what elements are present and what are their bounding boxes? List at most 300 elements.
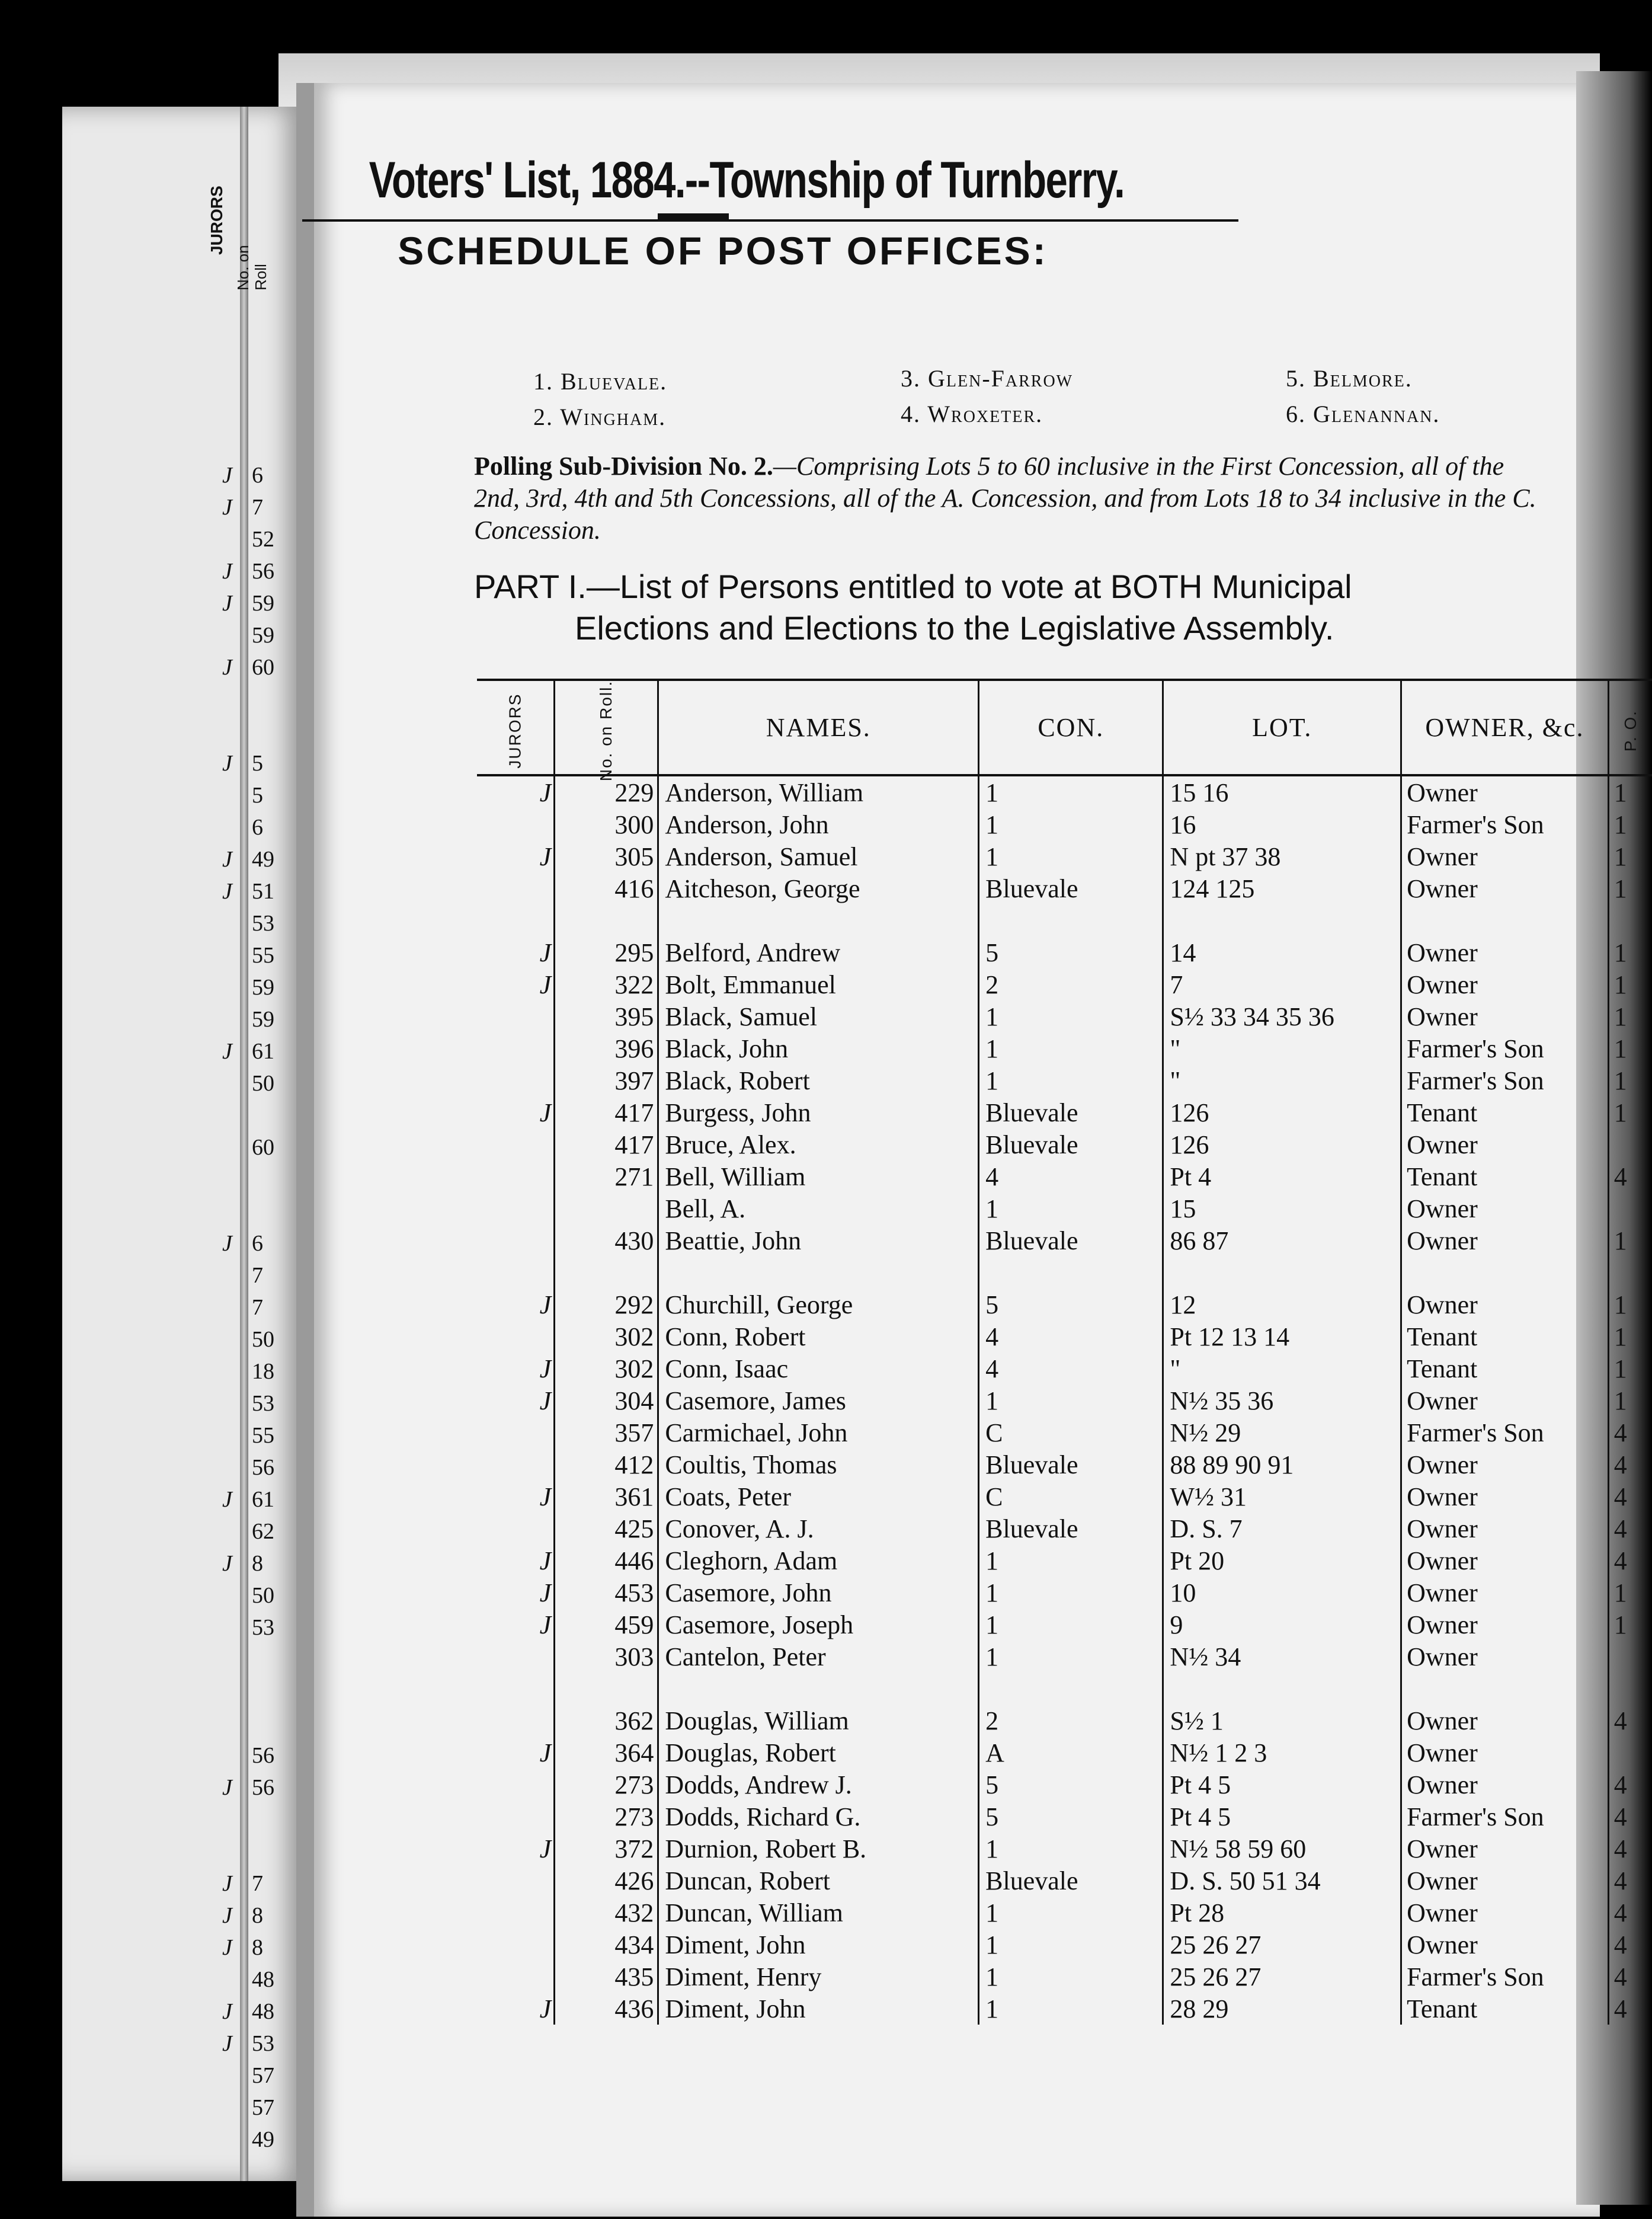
juror-mark: J xyxy=(539,1482,552,1511)
facing-page-row xyxy=(62,974,274,1006)
post-office: 4 xyxy=(1608,1833,1652,1865)
owner-status: Owner xyxy=(1401,872,1609,904)
facing-roll-number: 60 xyxy=(252,1135,274,1160)
owner-status: Owner xyxy=(1401,1737,1609,1769)
roll-number: 453 xyxy=(555,1577,658,1609)
voter-name xyxy=(658,1256,979,1288)
lot: N½ 35 36 xyxy=(1163,1385,1401,1417)
juror-mark xyxy=(477,1769,555,1801)
juror-mark: J xyxy=(539,1546,552,1575)
facing-roll-number: 8 xyxy=(252,1903,263,1928)
facing-roll-number: 56 xyxy=(252,1775,274,1800)
roll-number: 417 xyxy=(555,1128,658,1160)
voter-name xyxy=(658,1673,979,1705)
schedule-heading: SCHEDULE OF POST OFFICES: xyxy=(398,229,1048,273)
lot: N pt 37 38 xyxy=(1163,840,1401,872)
table-row xyxy=(477,1641,1652,1673)
facing-page-row xyxy=(62,814,263,846)
roll-number: 362 xyxy=(555,1705,658,1737)
concession: 1 xyxy=(979,775,1163,808)
concession xyxy=(979,1673,1163,1705)
facing-juror-mark: J xyxy=(222,591,232,616)
lot: 9 xyxy=(1163,1609,1401,1641)
roll-number: 322 xyxy=(555,968,658,1000)
facing-page-row xyxy=(62,2127,274,2159)
voter-name: Bell, William xyxy=(658,1160,979,1192)
table-row xyxy=(477,1929,1652,1961)
roll-number: 229 xyxy=(555,775,658,808)
table-row xyxy=(477,1064,1652,1096)
concession xyxy=(979,1256,1163,1288)
post-office: 4 xyxy=(1608,1513,1652,1545)
owner-status: Owner xyxy=(1401,1577,1609,1609)
owner-status: Tenant xyxy=(1401,1993,1609,2025)
post-office: 1 xyxy=(1608,775,1652,808)
facing-page-row xyxy=(62,590,274,622)
lot xyxy=(1163,1673,1401,1705)
facing-roll-number: 18 xyxy=(252,1359,274,1384)
facing-page-row xyxy=(62,846,274,878)
table-row xyxy=(477,1032,1652,1064)
juror-mark xyxy=(477,1256,555,1288)
polling-description: —Comprising Lots 5 to 60 inclusive in the First Concession, all of the 2nd, 3rd, 4th and 5th Concessions, all of the A. Concession, and from Lots 18 to 34 inclusive in the C. Concession. xyxy=(474,452,1536,545)
voter-name: Cleghorn, Adam xyxy=(658,1545,979,1577)
voter-name: Black, Samuel xyxy=(658,1000,979,1032)
roll-number: 430 xyxy=(555,1224,658,1256)
owner-status: Owner xyxy=(1401,1385,1609,1417)
owner-status: Owner xyxy=(1401,1192,1609,1224)
concession: Bluevale xyxy=(979,1128,1163,1160)
facing-juror-mark: J xyxy=(222,1903,232,1928)
voter-name: Diment, John xyxy=(658,1993,979,2025)
voter-name: Carmichael, John xyxy=(658,1417,979,1449)
roll-number: 303 xyxy=(555,1641,658,1673)
lot: Pt 28 xyxy=(1163,1897,1401,1929)
post-office xyxy=(1608,1256,1652,1288)
facing-roll-number: 53 xyxy=(252,2031,274,2056)
facing-page-row xyxy=(62,1742,274,1774)
juror-mark xyxy=(477,1160,555,1192)
juror-mark xyxy=(477,1449,555,1481)
roll-number: 395 xyxy=(555,1000,658,1032)
juror-mark: J xyxy=(539,1578,552,1607)
facing-roll-number: 5 xyxy=(252,751,263,776)
facing-juror-mark: J xyxy=(222,559,232,584)
owner-status: Owner xyxy=(1401,1865,1609,1897)
concession: 4 xyxy=(979,1160,1163,1192)
lot: 15 16 xyxy=(1163,775,1401,808)
owner-status: Owner xyxy=(1401,1481,1609,1513)
voter-name: Belford, Andrew xyxy=(658,936,979,968)
concession xyxy=(979,904,1163,936)
facing-page-row xyxy=(62,1262,263,1294)
post-office: 1 xyxy=(1608,1064,1652,1096)
facing-roll-number: 56 xyxy=(252,1455,274,1480)
roll-number: 292 xyxy=(555,1288,658,1320)
roll-number: 364 xyxy=(555,1737,658,1769)
table-row xyxy=(477,1288,1652,1320)
post-office: 1 xyxy=(1608,968,1652,1000)
facing-juror-mark: J xyxy=(222,2031,232,2056)
lot: Pt 4 xyxy=(1163,1160,1401,1192)
concession: A xyxy=(979,1737,1163,1769)
owner-status: Owner xyxy=(1401,1769,1609,1801)
post-office: 1 xyxy=(1608,1352,1652,1385)
col-lot: LOT. xyxy=(1163,680,1401,775)
facing-page-row xyxy=(62,1070,274,1102)
post-office-4: 4. Wroxeter. xyxy=(901,401,1043,427)
facing-roll-number: 6 xyxy=(252,1231,263,1256)
lot: 25 26 27 xyxy=(1163,1929,1401,1961)
post-office: 1 xyxy=(1608,1032,1652,1064)
roll-number xyxy=(555,1256,658,1288)
concession: 1 xyxy=(979,1385,1163,1417)
juror-mark xyxy=(477,1000,555,1032)
table-row xyxy=(477,775,1652,808)
col-no-on-roll: No. on Roll. xyxy=(555,680,658,775)
facing-page-row xyxy=(62,558,274,590)
concession: 5 xyxy=(979,1769,1163,1801)
voter-name: Churchill, George xyxy=(658,1288,979,1320)
voter-name: Casemore, Joseph xyxy=(658,1609,979,1641)
facing-page-row xyxy=(62,1582,274,1614)
juror-mark: J xyxy=(539,1994,552,2023)
facing-roll-number: 53 xyxy=(252,1615,274,1640)
post-office: 1 xyxy=(1608,936,1652,968)
owner-status: Tenant xyxy=(1401,1320,1609,1352)
post-office: 4 xyxy=(1608,1929,1652,1961)
facing-roll-number: 7 xyxy=(252,1263,263,1288)
voter-name xyxy=(658,904,979,936)
facing-page-row xyxy=(62,1774,274,1806)
roll-number: 304 xyxy=(555,1385,658,1417)
post-office: 4 xyxy=(1608,1160,1652,1192)
owner-status: Owner xyxy=(1401,1128,1609,1160)
owner-status: Farmer's Son xyxy=(1401,1417,1609,1449)
concession: 1 xyxy=(979,808,1163,840)
lot: 14 xyxy=(1163,936,1401,968)
post-office: 1 xyxy=(1608,808,1652,840)
table-row xyxy=(477,1545,1652,1577)
facing-page-row xyxy=(62,1102,240,1134)
concession: 1 xyxy=(979,1545,1163,1577)
concession: 1 xyxy=(979,1064,1163,1096)
facing-page-row xyxy=(62,1550,263,1582)
lot: N½ 58 59 60 xyxy=(1163,1833,1401,1865)
post-office-2: 2. Wingham. xyxy=(533,404,667,430)
facing-roll-number: 59 xyxy=(252,591,274,616)
lot: 124 125 xyxy=(1163,872,1401,904)
lot: S½ 1 xyxy=(1163,1705,1401,1737)
lot: 88 89 90 91 xyxy=(1163,1449,1401,1481)
post-office xyxy=(1608,1673,1652,1705)
col-con: CON. xyxy=(979,680,1163,775)
concession: Bluevale xyxy=(979,1224,1163,1256)
facing-roll-number: 50 xyxy=(252,1327,274,1352)
facing-page-row xyxy=(62,1614,274,1646)
table-row xyxy=(477,1385,1652,1417)
facing-roll-number: 48 xyxy=(252,1967,274,1992)
voter-name: Anderson, Samuel xyxy=(658,840,979,872)
lot: 126 xyxy=(1163,1128,1401,1160)
facing-juror-mark: J xyxy=(222,1551,232,1576)
concession: 1 xyxy=(979,840,1163,872)
roll-number: 432 xyxy=(555,1897,658,1929)
juror-mark xyxy=(477,1224,555,1256)
concession: Bluevale xyxy=(979,1449,1163,1481)
facing-page-row xyxy=(62,1678,240,1710)
owner-status: Owner xyxy=(1401,1449,1609,1481)
post-office: 1 xyxy=(1608,1320,1652,1352)
juror-mark xyxy=(477,1961,555,1993)
juror-mark xyxy=(477,1128,555,1160)
juror-mark: J xyxy=(539,938,552,967)
concession: 1 xyxy=(979,1641,1163,1673)
lot: " xyxy=(1163,1064,1401,1096)
voter-name: Bell, A. xyxy=(658,1192,979,1224)
voter-name: Bolt, Emmanuel xyxy=(658,968,979,1000)
post-office: 4 xyxy=(1608,1961,1652,1993)
owner-status: Owner xyxy=(1401,1833,1609,1865)
table-gap-row xyxy=(477,1673,1652,1705)
facing-page-row xyxy=(62,1422,274,1454)
roll-number: 305 xyxy=(555,840,658,872)
facing-roll-number: 59 xyxy=(252,623,274,648)
post-office: 1 xyxy=(1608,1609,1652,1641)
owner-status: Tenant xyxy=(1401,1160,1609,1192)
post-office-6: 6. Glenannan. xyxy=(1286,401,1440,427)
facing-roll-number: 55 xyxy=(252,1423,274,1448)
voter-name: Durnion, Robert B. xyxy=(658,1833,979,1865)
juror-mark: J xyxy=(539,1834,552,1863)
facing-page-row xyxy=(62,750,263,782)
roll-number: 426 xyxy=(555,1865,658,1897)
facing-page-row xyxy=(62,462,263,494)
facing-juror-mark: J xyxy=(222,1999,232,2024)
owner-status: Owner xyxy=(1401,1513,1609,1545)
table-row xyxy=(477,1769,1652,1801)
table-gap-row xyxy=(477,1256,1652,1288)
voter-name: Cantelon, Peter xyxy=(658,1641,979,1673)
lot: 86 87 xyxy=(1163,1224,1401,1256)
voter-name: Duncan, William xyxy=(658,1897,979,1929)
table-row xyxy=(477,1865,1652,1897)
concession: 4 xyxy=(979,1320,1163,1352)
concession: 1 xyxy=(979,1929,1163,1961)
voter-name: Bruce, Alex. xyxy=(658,1128,979,1160)
facing-roll-number: 52 xyxy=(252,527,274,552)
table-row xyxy=(477,1513,1652,1545)
post-office: 4 xyxy=(1608,1449,1652,1481)
voter-name: Casemore, John xyxy=(658,1577,979,1609)
juror-mark xyxy=(477,1929,555,1961)
post-office xyxy=(1608,1641,1652,1673)
concession: 1 xyxy=(979,1833,1163,1865)
facing-page-row xyxy=(62,782,263,814)
post-office: 4 xyxy=(1608,1801,1652,1833)
roll-number: 302 xyxy=(555,1352,658,1385)
owner-status: Owner xyxy=(1401,1641,1609,1673)
owner-status: Owner xyxy=(1401,1929,1609,1961)
voter-name: Douglas, William xyxy=(658,1705,979,1737)
page-title: Voters' List, 1884.--Township of Turnberry. xyxy=(369,152,1125,209)
juror-mark xyxy=(477,808,555,840)
post-office xyxy=(1608,904,1652,936)
concession: C xyxy=(979,1417,1163,1449)
facing-roll-number: 62 xyxy=(252,1519,274,1544)
post-office: 4 xyxy=(1608,1417,1652,1449)
title-rule xyxy=(302,219,1238,222)
lot: 126 xyxy=(1163,1096,1401,1128)
roll-number xyxy=(555,1192,658,1224)
facing-page-row xyxy=(62,1518,274,1550)
roll-number: 436 xyxy=(555,1993,658,2025)
roll-number: 273 xyxy=(555,1769,658,1801)
facing-roll-number: 6 xyxy=(252,463,263,488)
voter-name: Dodds, Richard G. xyxy=(658,1801,979,1833)
table-row xyxy=(477,1128,1652,1160)
facing-page-row xyxy=(62,878,274,910)
roll-number: 397 xyxy=(555,1064,658,1096)
concession: 1 xyxy=(979,1000,1163,1032)
facing-page-row xyxy=(62,718,240,750)
table-row xyxy=(477,968,1652,1000)
juror-mark xyxy=(477,904,555,936)
lot: 25 26 27 xyxy=(1163,1961,1401,1993)
owner-status: Owner xyxy=(1401,1288,1609,1320)
table-row xyxy=(477,1801,1652,1833)
juror-mark: J xyxy=(539,970,552,999)
post-office: 4 xyxy=(1608,1481,1652,1513)
juror-mark: J xyxy=(539,1386,552,1415)
post-office: 4 xyxy=(1608,1769,1652,1801)
table-row xyxy=(477,1577,1652,1609)
facing-page xyxy=(62,107,305,2181)
facing-juror-mark: J xyxy=(222,495,232,520)
part-heading-line1: PART I.—List of Persons entitled to vote at BOTH Municipal xyxy=(474,568,1352,605)
lot: D. S. 7 xyxy=(1163,1513,1401,1545)
owner-status: Tenant xyxy=(1401,1096,1609,1128)
voters-table xyxy=(477,679,1652,2025)
juror-mark: J xyxy=(539,1738,552,1767)
roll-number: 459 xyxy=(555,1609,658,1641)
table-row xyxy=(477,1096,1652,1128)
post-office-1: 1. Bluevale. xyxy=(533,368,668,395)
owner-status: Farmer's Son xyxy=(1401,1032,1609,1064)
juror-mark: J xyxy=(539,778,552,807)
owner-status xyxy=(1401,1673,1609,1705)
post-office: 4 xyxy=(1608,1545,1652,1577)
table-row xyxy=(477,1000,1652,1032)
facing-page-row xyxy=(62,1967,274,1999)
table-row xyxy=(477,1320,1652,1352)
facing-juror-mark: J xyxy=(222,1871,232,1896)
post-office: 4 xyxy=(1608,1865,1652,1897)
juror-mark xyxy=(477,872,555,904)
concession: 2 xyxy=(979,968,1163,1000)
facing-page-row xyxy=(62,686,240,718)
table-row xyxy=(477,840,1652,872)
concession: 5 xyxy=(979,1288,1163,1320)
juror-mark: J xyxy=(539,1610,552,1639)
voter-name: Diment, John xyxy=(658,1929,979,1961)
facing-roll-number: 56 xyxy=(252,1743,274,1768)
concession: 1 xyxy=(979,1897,1163,1929)
facing-juror-mark: J xyxy=(222,655,232,680)
table-row xyxy=(477,1224,1652,1256)
roll-number: 361 xyxy=(555,1481,658,1513)
facing-roll-number: 8 xyxy=(252,1935,263,1960)
facing-roll-number: 8 xyxy=(252,1551,263,1576)
post-office: 1 xyxy=(1608,1000,1652,1032)
roll-number: 434 xyxy=(555,1929,658,1961)
owner-status: Owner xyxy=(1401,1609,1609,1641)
roll-number: 302 xyxy=(555,1320,658,1352)
voter-name: Black, Robert xyxy=(658,1064,979,1096)
facing-page-row xyxy=(62,1006,274,1038)
facing-page-row xyxy=(62,1999,274,2031)
lot: 16 xyxy=(1163,808,1401,840)
facing-page-row xyxy=(62,1454,274,1486)
table-row xyxy=(477,1833,1652,1865)
roll-number: 295 xyxy=(555,936,658,968)
roll-number: 372 xyxy=(555,1833,658,1865)
roll-number: 273 xyxy=(555,1801,658,1833)
col-names: NAMES. xyxy=(658,680,979,775)
concession: 4 xyxy=(979,1352,1163,1385)
post-office: 1 xyxy=(1608,1288,1652,1320)
table-row xyxy=(477,1993,1652,2025)
facing-page-row xyxy=(62,1871,263,1903)
lot: 15 xyxy=(1163,1192,1401,1224)
lot: D. S. 50 51 34 xyxy=(1163,1865,1401,1897)
facing-page-row xyxy=(62,1935,263,1967)
lot xyxy=(1163,904,1401,936)
facing-roll-number: 61 xyxy=(252,1039,274,1064)
facing-juror-mark: J xyxy=(222,847,232,872)
owner-status: Farmer's Son xyxy=(1401,808,1609,840)
roll-number: 446 xyxy=(555,1545,658,1577)
facing-page-row xyxy=(62,1710,240,1742)
facing-roll-number: 53 xyxy=(252,1391,274,1416)
facing-roll-number: 7 xyxy=(252,1295,263,1320)
lot: Pt 20 xyxy=(1163,1545,1401,1577)
facing-roll-number: 57 xyxy=(252,2095,274,2120)
voter-name: Black, John xyxy=(658,1032,979,1064)
roll-number xyxy=(555,1673,658,1705)
voter-name: Coats, Peter xyxy=(658,1481,979,1513)
roll-number: 357 xyxy=(555,1417,658,1449)
post-office: 1 xyxy=(1608,1224,1652,1256)
voters-table-body xyxy=(477,775,1652,2025)
juror-mark xyxy=(477,1897,555,1929)
facing-page-row xyxy=(62,1294,263,1326)
facing-page-no-header: No. on Roll xyxy=(234,245,270,290)
facing-page-row xyxy=(62,1038,274,1070)
owner-status: Owner xyxy=(1401,1224,1609,1256)
roll-number: 417 xyxy=(555,1096,658,1128)
post-office: 4 xyxy=(1608,1705,1652,1737)
post-office: 4 xyxy=(1608,1993,1652,2025)
facing-roll-number: 50 xyxy=(252,1583,274,1608)
polling-heading: Polling Sub-Division No. 2. xyxy=(474,452,773,481)
facing-page-row xyxy=(62,1198,240,1230)
juror-mark xyxy=(477,1192,555,1224)
table-row xyxy=(477,1481,1652,1513)
facing-page-row xyxy=(62,910,274,942)
juror-mark xyxy=(477,1417,555,1449)
owner-status: Owner xyxy=(1401,1705,1609,1737)
